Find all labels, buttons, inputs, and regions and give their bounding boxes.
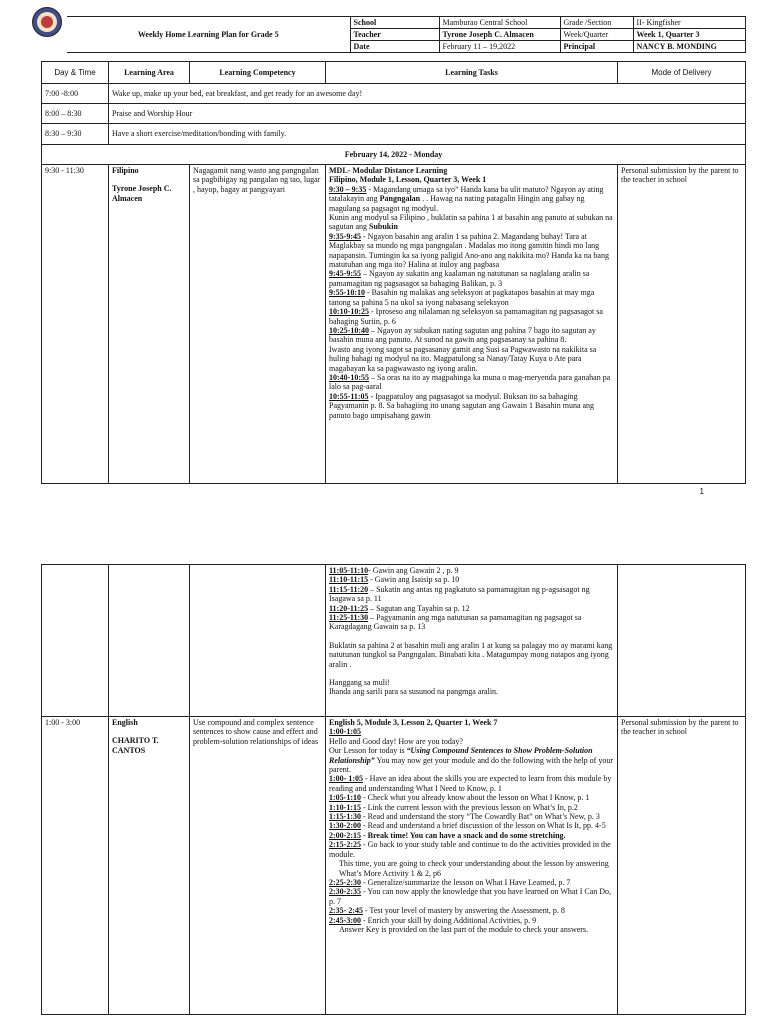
filipino-tasks xyxy=(326,165,618,484)
col-header-day-time: Day & Time xyxy=(42,62,109,84)
english-module: English 5, Module 3, Lesson 2, Quarter 1, Week 7 xyxy=(329,718,498,727)
task-item: 11:10-11:15 - Gawin ang Isaisip sa p. 10 xyxy=(329,575,460,585)
filipino-area-cell xyxy=(109,165,190,484)
date-label: Date xyxy=(350,41,439,53)
principal-label: Principal xyxy=(560,41,633,53)
task-item: 9:45-9:55 – Ngayon ay sukatin ang kaalaman ng natutunan sa naglalang aralin sa pamamagitan ng pagsasagot sa bahaging Balikan, p. 3 xyxy=(329,269,590,288)
routine-time: 8:30 – 9:30 xyxy=(42,124,109,145)
day-heading: February 14, 2022 - Monday xyxy=(42,145,746,165)
filipino-module: Filipino, Module 1, Lesson, Quarter 3, Week 1 xyxy=(329,175,487,185)
task-time: 1:00-1:05 xyxy=(329,727,361,737)
closing-note: Hanggang sa muli! xyxy=(329,678,390,688)
school-label: School xyxy=(350,17,439,29)
english-tasks xyxy=(326,717,618,1015)
header-table xyxy=(67,16,746,53)
filipino-row xyxy=(42,165,746,484)
plan-table-page-1 xyxy=(41,61,745,484)
teacher-value: Tyrone Joseph C. Almacen xyxy=(439,29,560,41)
header-block xyxy=(67,16,745,53)
col-header-learning-area: Learning Area xyxy=(109,62,190,84)
task-item: 1:10-1:15 - Link the current lesson with the previous lesson on What’s In, p.2 xyxy=(329,802,578,812)
principal-value: NANCY B. MONDING xyxy=(633,41,745,53)
col-header-learning-tasks: Learning Tasks xyxy=(326,62,618,84)
page-number: 1 xyxy=(699,487,704,496)
english-row xyxy=(42,717,746,1015)
task-item: 2:15-2:25 - Go back to your study table and continue to do the activities provided in the module. xyxy=(329,840,611,859)
grade-value: II- Kingfisher xyxy=(633,17,745,29)
routine-time: 7:00 -8:00 xyxy=(42,84,109,104)
task-item: 1:05-1:10 - Check what you already know about the lesson on What I Know, p. 1 xyxy=(329,793,590,803)
week-quarter-value: Week 1, Quarter 3 xyxy=(633,29,745,41)
task-item: 2:30-2:35 - You can now apply the knowledge that you have learned on What I Can Do, p. 7 xyxy=(329,887,612,906)
routine-row xyxy=(42,84,746,104)
task-item: 11:25-11:30 – Pagyamanin ang mga natutunan sa pamamagitan ng pagsagot sa Karagdagang Gawain sa p. 13 xyxy=(329,613,582,632)
routine-time: 8:00 – 8:30 xyxy=(42,104,109,124)
col-header-learning-competency: Learning Competency xyxy=(190,62,326,84)
grade-label: Grade /Section xyxy=(560,17,633,29)
routine-task: Wake up, make up your bed, eat breakfast, and get ready for an awesome day! xyxy=(109,84,746,104)
task-item: 9:35-9:45 - Ngayon basahin ang aralin 1 sa pahina 2. Magandang buhay! Tara at Maglakbay sa mundo ng mga pangngalan . Madalas mo itong gamitin hindi mo lang napapansin. Tumingin ka sa iyong paligid Ano-ano ang nakikita mo? Handa ka na bang matutuhan ang mga ito? Halina at ituloy ang pagbasa xyxy=(329,231,609,270)
task-item: 11:20-11:25 – Sagutan ang Tayahin sa p. 12 xyxy=(329,603,470,613)
task-item: 1:15-1:30 - Read and understand the story “The Cowardly Bat” on What’s New, p. 3 xyxy=(329,812,600,822)
english-competency: Use compound and complex sentence sentences to show cause and effect and problem-solution relationships of ideas xyxy=(190,717,326,1015)
english-area-cell xyxy=(109,717,190,1015)
school-value: Mamburao Central School xyxy=(439,17,560,29)
task-item: 1:30-2:00 - Read and understand a brief discussion of the lesson on What Is It, pp. 4-5 xyxy=(329,821,606,831)
lesson-intro: Our Lesson for today is “Using Compound Sentences to Show Problem-Solution Relationship” You may now get your module and do the following with the help of your parent. xyxy=(329,746,613,775)
task-item: 9:55-10:10 - Basahin ng malakas ang seleksyon at pagkatapos basahin at may mga tanong sa pahina 5 na ukol sa iyong nabasang seleksyon xyxy=(329,288,595,307)
greeting: Hello and Good day! How are you today? xyxy=(329,736,463,746)
weekly-plan-table xyxy=(41,61,746,484)
task-item: 11:05-11:10- Gawin ang Gawain 2 , p. 9 xyxy=(329,566,459,575)
task-item: 2:45-3:00 - Enrich your skill by doing Additional Activities, p. 9 xyxy=(329,915,537,925)
plan-table-page-2 xyxy=(41,564,745,1015)
routine-row xyxy=(42,124,746,145)
plan-title: Weekly Home Learning Plan for Grade 5 xyxy=(67,17,350,53)
filipino-teacher: Tyrone Joseph C. Almacen xyxy=(112,184,172,203)
english-mode: Personal submission by the parent to the teacher in school xyxy=(618,717,746,1015)
task-note: This time, you are going to check your understanding about the lesson by answering What’s More Activity 1 & 2, p6 xyxy=(339,859,609,878)
task-item: 10:25-10:40 – Ngayon ay subukan nating sagutan ang pahina 7 bago ito sagutan ay basahin muna ang panuto. At sunod na gawin ang pagsasanay sa pahina 8. xyxy=(329,325,596,345)
filipino-tasks-continued xyxy=(326,565,618,717)
task-item: 10:40-10:55 – Sa oras na ito ay magpahinga ka muna o mag-meryenda para ganahan pa lalo sa pag-aaral xyxy=(329,372,611,392)
teacher-label: Teacher xyxy=(350,29,439,41)
task-note: Iwasto ang iyong sagot sa pagsasanay gamit ang Susi sa Pagwawasto na nakikita sa huling bahagi ng modyul na ito. Magpatulong sa Nanay/Tatay Kuya o Ate para magabayan ka sa pagwawasto ng iyong aralin. xyxy=(329,344,597,373)
routine-task: Praise and Worship Hour xyxy=(109,104,746,124)
task-item: 2:25-2:30 - Generalize/summarize the lesson on What I Have Learned, p. 7 xyxy=(329,877,571,887)
task-item: 2:00-2:15 - Break time! You can have a snack and do some stretching. xyxy=(329,830,566,840)
closing-note: Buklatin sa pahina 2 at basahin muli ang aralin 1 at kung sa palagay mo ay marami kang natutunan tungkol sa Pangngalan. Binabati kita . Matagumpay mong natapos ang iyong aralin . xyxy=(329,640,613,669)
task-item: 10:10-10:25 - Iproseso ang nilalaman ng seleksyon sa pamamagitan ng pagsasagot sa bahaging Suriin, p. 6 xyxy=(329,307,603,326)
task-note: Answer Key is provided on the last part of the module to check your answers. xyxy=(339,924,589,934)
english-time: 1:00 - 3:00 xyxy=(42,717,109,1015)
closing-note: Ihanda ang sarili para sa susunod na pangmga aralin. xyxy=(329,687,499,697)
task-item: Kunin ang modyul sa Filipino , buklatin sa pahina 1 at basahin ang panuto at subukan na sagutan ang Subukin xyxy=(329,213,613,232)
english-teacher: CHARITO T. CANTOS xyxy=(112,736,159,755)
routine-row xyxy=(42,104,746,124)
deped-seal-logo xyxy=(32,7,62,37)
filipino-mode: Personal submission by the parent to the teacher in school xyxy=(618,165,746,484)
weekly-plan-table-continued xyxy=(41,564,746,1015)
task-item: 1:00- 1:05 - Have an idea about the skills you are expected to learn from this module by reading and understanding What I Need to Know, p. 1 xyxy=(329,774,612,793)
routine-task: Have a short exercise/meditation/bonding with family. xyxy=(109,124,746,145)
filipino-competency: Nagagamit nang wasto ang pangngalan sa pagbibigay ng pangalan ng tao, lugar , hayop, bagay at pangyayari xyxy=(190,165,326,484)
date-value: February 11 – 19,2022 xyxy=(439,41,560,53)
task-item: 10:55-11:05 - Ipagpatuloy ang pagsasagot sa modyul. Buksan ito sa bahaging Pagyamanin p. 8. Sa bahagiing ito unang sagutan ang Gawain 1 Basahin muna ang panuto bago umpisahang gawin xyxy=(329,391,595,420)
col-header-mode-of-delivery: Mode of Delivery xyxy=(618,62,746,84)
task-item: 11:15-11:20 – Sukatin ang antas ng pagkatuto sa pamamagitan ng p-agsasagot ng Isagawa sa p. 11 xyxy=(329,584,590,604)
filipino-area: Filipino xyxy=(112,166,139,175)
mdl-label: MDL- Modular Distance Learning xyxy=(329,166,448,175)
task-item: 9:30 – 9:35 - Magandang umaga sa iyo” Handa kana ba ulit matuto? Ngayon ay ating tatalakayin ang Pangngalan . . Hawag na nating patagalin Hingin ang gabay ng magulang sa pagsagot ng modyul. xyxy=(329,184,604,213)
english-area: English xyxy=(112,718,138,727)
week-quarter-label: Week/Quarter xyxy=(560,29,633,41)
filipino-time: 9:30 - 11:30 xyxy=(42,165,109,484)
filipino-continued-row xyxy=(42,565,746,717)
task-item: 2:35- 2:45 - Test your level of mastery by answering the Assessment, p. 8 xyxy=(329,906,565,916)
